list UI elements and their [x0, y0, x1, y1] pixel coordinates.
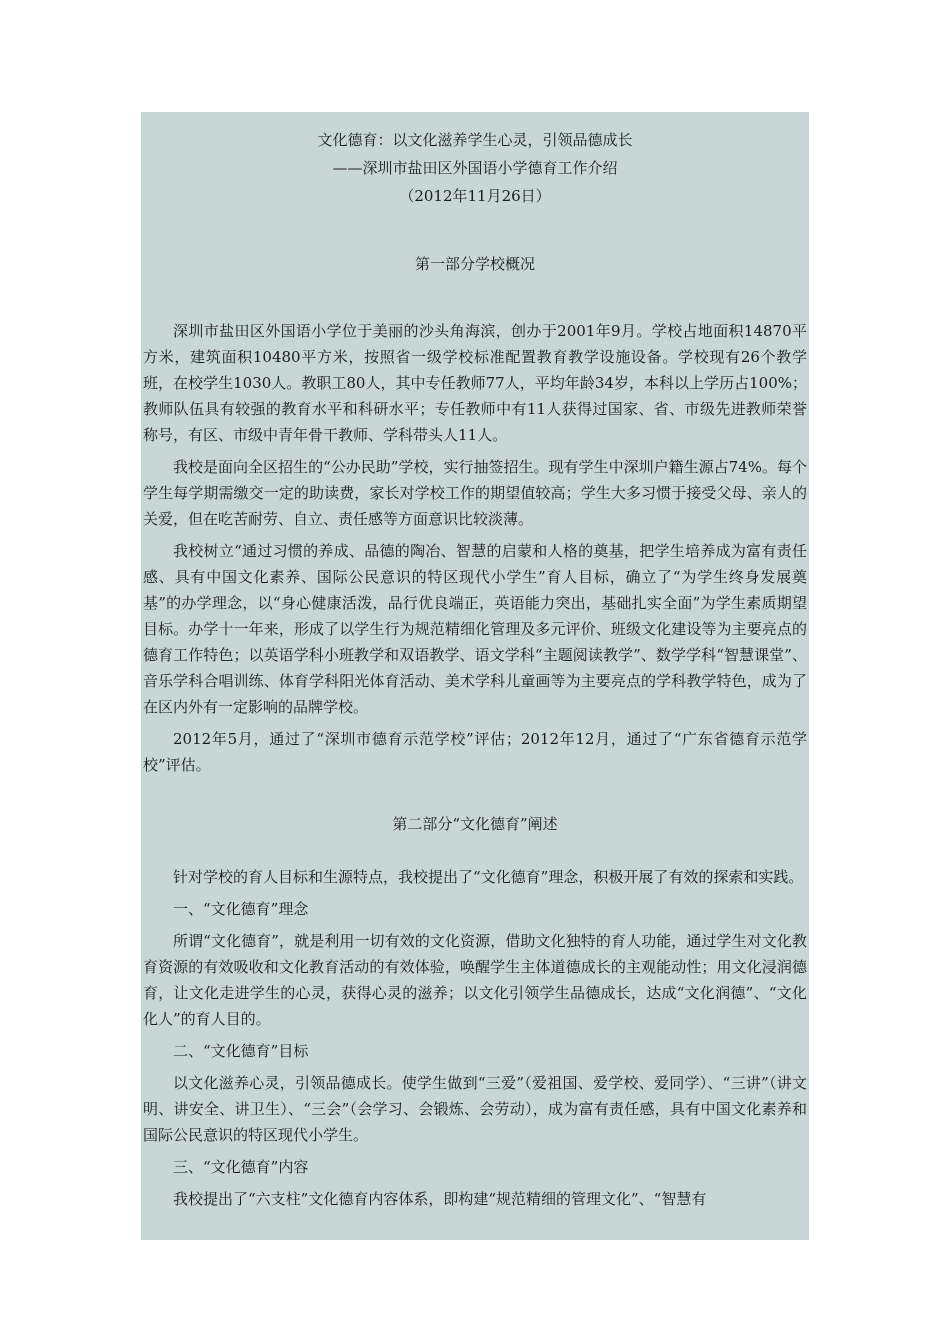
- section-2-intro: 针对学校的育人目标和生源特点，我校提出了“文化德育”理念，积极开展了有效的探索和实践。: [173, 868, 804, 886]
- concept-paragraph: 所谓“文化德育”，就是利用一切有效的文化资源，借助文化独特的育人功能，通过学生对文化教育资源的有效吸收和文化教育活动的有效体验，唤醒学生主体道德成长的主观能动性；用文化浸润德育，让文化走进学生的心灵，获得心灵的滋养；以文化引领学生品德成长，达成“文化润德”、“文化化人”的育人目的。: [143, 932, 807, 1028]
- document-date: （2012年11月26日）: [399, 187, 551, 205]
- document-subtitle: ——深圳市盐田区外国语小学德育工作介绍: [332, 159, 618, 177]
- section-1-title: 第一部分学校概况: [414, 255, 535, 273]
- section-1-paragraph: 我校树立“通过习惯的养成、品德的陶冶、智慧的启蒙和人格的奠基，把学生培养成为富有责任感、具有中国文化素养、国际公民意识的特区现代小学生”育人目标，确立了“为学生终身发展奠基”的办学理念，以“身心健康活泼，品行优良端正，英语能力突出，基础扎实全面”为学生素质期望目标。办学十一年来，形成了以学生行为规范精细化管理及多元评价、班级文化建设等为主要亮点的德育工作特色；以英语学科小班教学和双语教学、语文学科“主题阅读教学”、数学学科“智慧课堂”、音乐学科合唱训练、体育学科阳光体育活动、美术学科儿童画等为主要亮点的学科教学特色，成为了在区内外有一定影响的品牌学校。: [143, 542, 807, 716]
- section-1-paragraph: 深圳市盐田区外国语小学位于美丽的沙头角海滨，创办于2001年9月。学校占地面积14870平方米，建筑面积10480平方米，按照省一级学校标准配置教育教学设施设备。学校现有26个教学班，在校学生1030人。教职工80人，其中专任教师77人，平均年龄34岁，本科以上学历占100%；教师队伍具有较强的教育水平和科研水平；专任教师中有11人获得过国家、省、市级先进教师荣誉称号，有区、市级中青年骨干教师、学科带头人11人。: [143, 322, 807, 444]
- content-paragraph: 我校提出了“六支柱”文化德育内容体系，即构建“规范精细的管理文化”、“智慧有: [173, 1190, 707, 1208]
- document-title: 文化德育：以文化滋养学生心灵，引领品德成长: [317, 131, 633, 149]
- section-2-title: 第二部分“文化德育”阐述: [392, 815, 558, 833]
- goal-paragraph: 以文化滋养心灵，引领品德成长。使学生做到“三爱”（爱祖国、爱学校、爱同学）、“三讲”（讲文明、讲安全、讲卫生）、“三会”（会学习、会锻炼、会劳动），成为富有责任感，具有中国文化素养和国际公民意识的特区现代小学生。: [143, 1074, 807, 1144]
- subheading-goal: 二、“文化德育”目标: [173, 1042, 309, 1060]
- subheading-content: 三、“文化德育”内容: [173, 1158, 309, 1176]
- section-1-paragraph: 2012年5月，通过了“深圳市德育示范学校”评估；2012年12月，通过了“广东省德育示范学校”评估。: [143, 730, 807, 774]
- document-page: [141, 112, 809, 1240]
- subheading-concept: 一、“文化德育”理念: [173, 900, 309, 918]
- section-1-paragraph: 我校是面向全区招生的“公办民助”学校，实行抽签招生。现有学生中深圳户籍生源占74%。每个学生每学期需缴交一定的助读费，家长对学校工作的期望值较高；学生大多习惯于接受父母、亲人的关爱，但在吃苦耐劳、自立、责任感等方面意识比较淡薄。: [143, 458, 807, 528]
